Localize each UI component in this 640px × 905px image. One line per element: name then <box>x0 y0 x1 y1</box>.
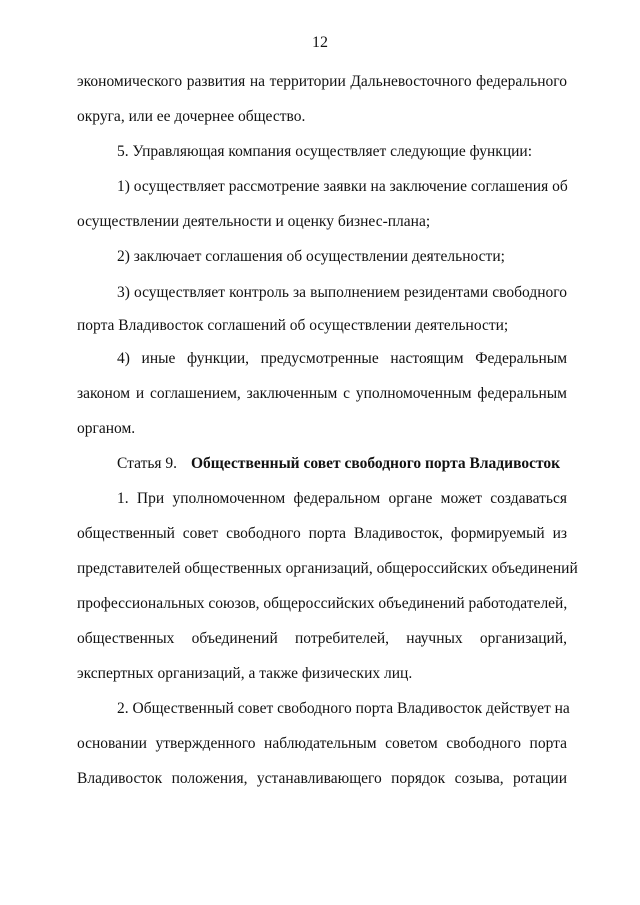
article-title: Общественный совет свободного порта Владивосток <box>191 455 561 472</box>
text-line: законом и соглашением, заключенным с уполномоченным федеральным <box>77 385 567 402</box>
text-line: 2) заключает соглашения об осуществлении деятельности; <box>117 248 505 265</box>
text-line: представителей общественных организаций, общероссийских объединений <box>77 560 578 577</box>
text-line: экспертных организаций, а также физических лиц. <box>77 665 413 682</box>
article-heading <box>117 452 560 476</box>
text-line: Владивосток положения, устанавливающего порядок созыва, ротации <box>77 770 567 787</box>
text-line: основании утвержденного наблюдательным советом свободного порта <box>77 735 567 752</box>
text-line: 5. Управляющая компания осуществляет следующие функции: <box>117 143 533 160</box>
text-line: общественный совет свободного порта Владивосток, формируемый из <box>77 525 567 542</box>
text-line: порта Владивосток соглашений об осуществлении деятельности; <box>77 317 509 334</box>
text-line: экономического развития на территории Дальневосточного федерального <box>77 73 567 90</box>
text-line: осуществлении деятельности и оценку бизнес-плана; <box>77 213 431 230</box>
text-line: округа, или ее дочернее общество. <box>77 108 306 125</box>
page-number: 12 <box>312 34 328 51</box>
text-line: общественных объединений потребителей, научных организаций, <box>77 630 567 647</box>
text-line: 3) осуществляет контроль за выполнением резидентами свободного <box>117 284 567 301</box>
text-line: 1) осуществляет рассмотрение заявки на заключение соглашения об <box>117 178 568 195</box>
text-line: 1. При уполномоченном федеральном органе может создаваться <box>117 490 567 507</box>
text-line: 2. Общественный совет свободного порта Владивосток действует на <box>117 700 570 717</box>
text-line: органом. <box>77 420 136 437</box>
text-line: 4) иные функции, предусмотренные настоящим Федеральным <box>117 350 567 367</box>
text-line: профессиональных союзов, общероссийских объединений работодателей, <box>77 595 568 612</box>
article-number: Статья 9. <box>117 455 178 472</box>
